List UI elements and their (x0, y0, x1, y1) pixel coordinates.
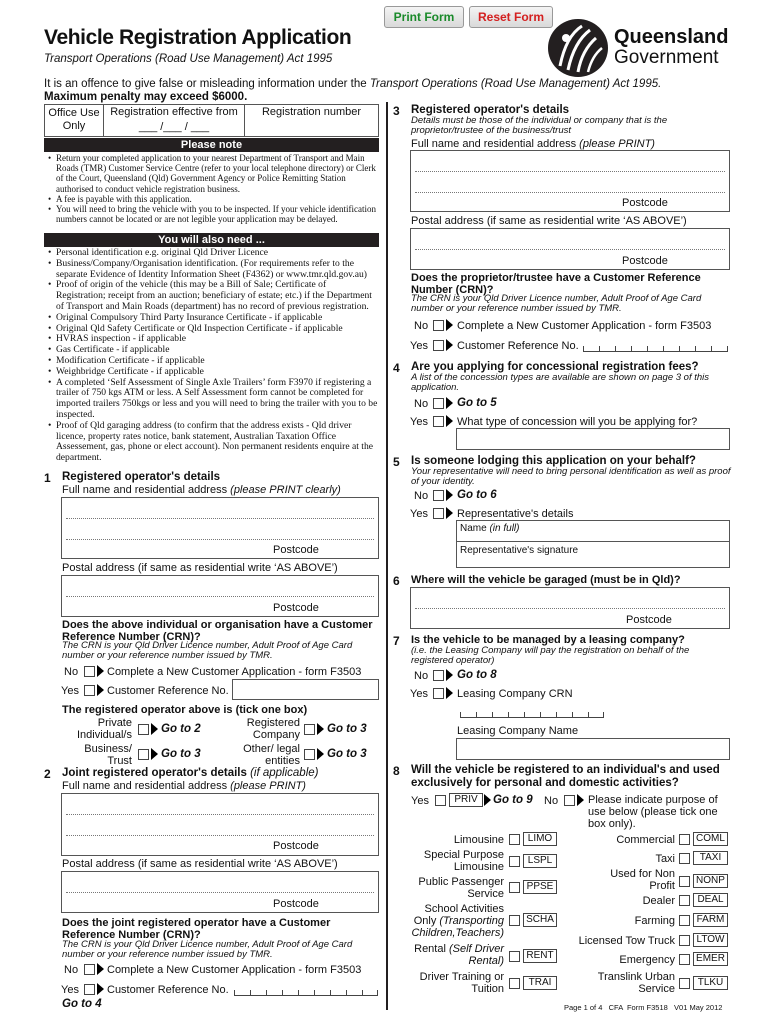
s1-name-label-text: Full name and residential address (62, 484, 228, 496)
s1-postcode2-label: Postcode (273, 602, 319, 614)
page-footer: Page 1 of 4 CFA Form F3518 V01 May 2012 (564, 1003, 723, 1012)
purpose-code-limo: LIMO (523, 832, 557, 846)
s3-name-address-field[interactable] (410, 150, 730, 212)
s1-business-label: Business/ Trust (84, 743, 132, 767)
s3-no-text: Complete a New Customer Application - form F3503 (457, 320, 712, 332)
scha-label-hint: (Transporting Children,Teachers) (411, 915, 504, 939)
s8-yes-checkbox[interactable] (435, 795, 446, 806)
arrow-right-icon (484, 794, 491, 806)
s3-name-label (411, 138, 655, 150)
s1-no-checkbox[interactable] (84, 666, 95, 677)
s7-no-label: No (414, 670, 429, 682)
s1-postal-label: Postal address (if same as residential write ‘AS ABOVE’) (62, 562, 338, 574)
purpose-label-deal: Dealer (642, 895, 675, 907)
offence-text: It is an offence to give false or misleading information under the (44, 78, 367, 90)
arrow-right-icon (317, 723, 324, 735)
s1-other-checkbox[interactable] (304, 749, 315, 760)
s2-yes-checkbox[interactable] (84, 984, 95, 995)
purpose-checkbox-farm[interactable] (679, 915, 690, 926)
note-item: • Return your completed application to your nearest Department of Transport and Main Roads (TMR) Customer Service Centre (refer to your local telephone directory) or Clerk of the Court, Queensland (Qld) Government Agency or Police Remitting Station authorised to conduct vehicle registration business. (46, 153, 378, 194)
arrow-right-icon (151, 723, 158, 735)
s1-postal-field[interactable] (61, 575, 379, 617)
purpose-checkbox-ppse[interactable] (509, 882, 520, 893)
s3-crn-hint: The CRN is your Qld Driver Licence number, Adult Proof of Age Card number or your reference number issued by TMR. (411, 293, 702, 314)
s1-business-checkbox[interactable] (138, 749, 149, 760)
s1-no-label: No (64, 666, 79, 678)
s8-yes-label: Yes (411, 795, 429, 807)
s1-private-checkbox[interactable] (138, 724, 149, 735)
s1-no-text: Complete a New Customer Application - form F3503 (107, 666, 362, 678)
penalty-text: Maximum penalty may exceed $6000. (44, 91, 248, 103)
section-7-number: 7 (393, 634, 400, 648)
s4-no-checkbox[interactable] (433, 398, 444, 409)
need-item: • Personal identification e.g. original Qld Driver Licence (46, 248, 378, 259)
office-use-label: Office Use Only (45, 105, 104, 136)
purpose-checkbox-trai[interactable] (509, 978, 520, 989)
purpose-code-deal: DEAL (693, 893, 728, 907)
s1-name-label (62, 484, 341, 496)
section-6-number: 6 (393, 574, 400, 588)
s5-name-label (460, 523, 519, 534)
s1-registered-label: Registered Company (246, 717, 300, 741)
purpose-label-tlku: Translink Urban Service (597, 971, 675, 995)
purpose-checkbox-coml[interactable] (679, 834, 690, 845)
s1-other-label: Other/ legal entities (243, 743, 300, 767)
s3-postcode-label: Postcode (622, 197, 668, 209)
s3-hint: Details must be those of the individual or company that is the proprietor/trustee of the business/trust (411, 115, 668, 136)
s3-name-label-text: Full name and residential address (411, 138, 577, 150)
s4-no-label: No (414, 398, 429, 410)
s7-crn-input[interactable] (460, 704, 604, 718)
arrow-right-icon (446, 687, 453, 699)
s7-name-label: Leasing Company Name (457, 725, 579, 737)
s5-goto6: Go to 6 (457, 489, 497, 501)
purpose-label-coml: Commercial (616, 834, 675, 846)
s7-company-name-input[interactable] (456, 738, 730, 760)
purpose-label-lspl: Special Purpose Limousine (423, 849, 504, 873)
arrow-right-icon (446, 489, 453, 501)
s1-goto3c: Go to 3 (327, 748, 367, 760)
s1-goto2: Go to 2 (161, 723, 201, 735)
purpose-code-coml: COML (693, 832, 728, 846)
s1-crn-input[interactable] (232, 679, 379, 700)
s5-signature-label: Representative's signature (460, 545, 579, 556)
section-8-number: 8 (393, 764, 400, 778)
s3-name-hint: (please PRINT) (579, 138, 655, 150)
purpose-label-trai: Driver Training or Tuition (419, 971, 504, 995)
s5-yes-checkbox[interactable] (433, 508, 444, 519)
s4-goto5: Go to 5 (457, 397, 497, 409)
section-8-title: Will the vehicle be registered to an individual's and used exclusively for personal and domestic activities? (411, 764, 720, 789)
s3-yes-checkbox[interactable] (433, 340, 444, 351)
s2-crn-hint: The CRN is your Qld Driver Licence number, Adult Proof of Age Card number or your reference number issued by TMR. (62, 939, 353, 960)
s2-no-checkbox[interactable] (84, 964, 95, 975)
column-divider (386, 102, 388, 1010)
need-item: • HVRAS inspection - if applicable (46, 334, 378, 345)
s2-title-hint: (if applicable) (250, 767, 319, 779)
purpose-checkbox-scha[interactable] (509, 915, 520, 926)
please-note-list (46, 153, 378, 224)
s1-tick-title: The registered operator above is (tick one box) (62, 704, 308, 716)
section-1-title: Registered operator's details (62, 471, 221, 483)
s5-name-hint: (in full) (489, 523, 520, 534)
s8-no-text: Please indicate purpose of use below (please tick one box only). (588, 794, 718, 830)
please-note-header: Please note (44, 138, 379, 152)
section-2-title (62, 767, 318, 779)
purpose-checkbox-lspl[interactable] (509, 856, 520, 867)
section-4-number: 4 (393, 361, 400, 375)
s4-concession-input[interactable] (456, 428, 730, 450)
arrow-right-icon (317, 748, 324, 760)
purpose-code-rent: RENT (523, 949, 557, 963)
purpose-checkbox-emer[interactable] (679, 954, 690, 965)
arrow-right-icon (446, 415, 453, 427)
gov-name-line2: Government (614, 47, 719, 68)
purpose-checkbox-tlku[interactable] (679, 978, 690, 989)
section-2-number: 2 (44, 767, 51, 781)
s4-hint: A list of the concession types are available are shown on page 3 of this application. (411, 372, 710, 393)
s5-hint: Your representative will need to bring personal identification as well as proof of your identity. (411, 466, 731, 487)
reset-form-button[interactable]: Reset Form (469, 6, 553, 28)
purpose-code-tlku: TLKU (693, 976, 728, 990)
need-item: • A completed ‘Self Assessment of Single Axle Trailers’ form F3970 if registering a trailer of 750 kgs ATM or less. A Self Assessment form cannot be completed for imported trailers 750kgs or less and you will need to bring the trailer with you to be inspected. (46, 378, 378, 421)
offence-warning (44, 78, 661, 90)
s5-no-label: No (414, 490, 429, 502)
s1-yes-text: Customer Reference No. (107, 685, 229, 697)
s2-name-hint: (please PRINT) (230, 780, 306, 792)
s1-yes-label: Yes (61, 685, 79, 697)
s2-yes-text: Customer Reference No. (107, 984, 229, 996)
purpose-checkbox-deal[interactable] (679, 895, 690, 906)
section-3-number: 3 (393, 104, 400, 118)
section-4-title: Are you applying for concessional registration fees? (411, 361, 699, 373)
arrow-right-icon (97, 983, 104, 995)
arrow-right-icon (151, 748, 158, 760)
s8-goto9: Go to 9 (493, 794, 533, 806)
need-item: • Weighbridge Certificate - if applicable (46, 367, 378, 378)
s2-no-text: Complete a New Customer Application - form F3503 (107, 964, 362, 976)
s1-goto3a: Go to 3 (327, 723, 367, 735)
gov-name-line1: Queensland (614, 26, 729, 48)
need-item: • Original Compulsory Third Party Insurance Certificate - if applicable (46, 313, 378, 324)
s8-priv-code: PRIV (449, 793, 483, 807)
s2-postcode2-label: Postcode (273, 898, 319, 910)
s5-name-text: Name (460, 523, 487, 534)
purpose-label-emer: Emergency (619, 954, 675, 966)
s4-yes-checkbox[interactable] (433, 416, 444, 427)
s2-crn-input[interactable] (234, 982, 378, 996)
queensland-crest-icon (546, 18, 610, 78)
purpose-code-lspl: LSPL (523, 854, 557, 868)
s6-garage-address-field[interactable] (410, 587, 730, 629)
purpose-code-ltow: LTOW (693, 933, 728, 947)
s3-postcode2-label: Postcode (622, 255, 668, 267)
purpose-label-limo: Limousine (453, 834, 504, 846)
arrow-right-icon (446, 669, 453, 681)
s8-no-label: No (544, 795, 559, 807)
s3-no-label: No (414, 320, 429, 332)
purpose-label-rent (404, 943, 504, 967)
purpose-label-nonp: Used for Non Profit (610, 868, 675, 892)
arrow-right-icon (97, 665, 104, 677)
section-3-title: Registered operator's details (411, 104, 570, 116)
purpose-label-farm: Farming (634, 915, 675, 927)
s2-postcode-label: Postcode (273, 840, 319, 852)
need-item: • Gas Certificate - if applicable (46, 345, 378, 356)
s7-hint: (i.e. the Leasing Company will pay the registration on behalf of the registered operator) (411, 645, 690, 666)
s2-crn-question: Does the joint registered operator have a Customer Reference Number (CRN)? (62, 917, 331, 941)
arrow-right-icon (446, 339, 453, 351)
section-7-title: Is the vehicle to be managed by a leasing company? (411, 634, 685, 646)
s1-private-label: Private Individual/s (76, 717, 132, 741)
need-item: • Proof of origin of the vehicle (this may be a Bill of Sale; Certificate of Registration; receipt from an auction; beneficiary of estate; etc.) if the Department of Transport and Main Roads (department) has no record of previous registration. (46, 280, 378, 312)
reg-effective-label: Registration effective from (110, 106, 238, 118)
s3-crn-input[interactable] (583, 338, 728, 352)
s3-no-checkbox[interactable] (433, 320, 444, 331)
purpose-label-ltow: Licensed Tow Truck (578, 935, 675, 947)
act-subtitle: Transport Operations (Road Use Management) Act 1995 (44, 53, 333, 65)
arrow-right-icon (577, 794, 584, 806)
purpose-checkbox-rent[interactable] (509, 951, 520, 962)
s1-registered-checkbox[interactable] (304, 724, 315, 735)
s2-postal-field[interactable] (61, 871, 379, 913)
scha-label-text: School Activities Only (413, 903, 504, 927)
s1-crn-hint: The CRN is your Qld Driver Licence number, Adult Proof of Age Card number or your reference number issued by TMR. (62, 640, 353, 661)
s2-name-address-field[interactable] (61, 793, 379, 856)
s4-yes-text: What type of concession will you be applying for? (457, 416, 698, 428)
s1-yes-checkbox[interactable] (84, 685, 95, 696)
purpose-checkbox-taxi[interactable] (679, 853, 690, 864)
s5-no-checkbox[interactable] (433, 490, 444, 501)
s3-yes-label: Yes (410, 340, 428, 352)
s1-crn-question: Does the above individual or organisation have a Customer Reference Number (CRN)? (62, 619, 373, 643)
purpose-label-ppse: Public Passenger Service (418, 876, 504, 900)
rent-label-text: Rental (414, 943, 446, 955)
reg-effective-date[interactable]: ___ /___ / ___ (138, 121, 210, 133)
s5-yes-text: Representative's details (457, 508, 574, 520)
s7-goto8: Go to 8 (457, 669, 497, 681)
s2-title-text: Joint registered operator's details (62, 767, 247, 779)
need-item: • Business/Company/Organisation identification. (For requirements refer to the separate Evidence of Identity Information Sheet (F4362) or www.tmr.qld.gov.au) (46, 259, 378, 281)
also-need-header: You will also need ... (44, 233, 379, 247)
rent-label-hint: (Self Driver Rental) (448, 943, 504, 967)
purpose-code-emer: EMER (693, 952, 728, 966)
s3-postal-label: Postal address (if same as residential write ‘AS ABOVE’) (411, 215, 687, 227)
s3-postal-field[interactable] (410, 228, 730, 270)
offence-act: Transport Operations (Road Use Management) Act 1995. (369, 78, 662, 90)
s2-postal-label: Postal address (if same as residential write ‘AS ABOVE’) (62, 858, 338, 870)
s3-yes-text: Customer Reference No. (457, 340, 579, 352)
section-6-title: Where will the vehicle be garaged (must be in Qld)? (411, 574, 681, 586)
print-form-button[interactable]: Print Form (384, 6, 464, 28)
s2-name-label (62, 780, 306, 792)
s4-yes-label: Yes (410, 416, 428, 428)
purpose-checkbox-limo[interactable] (509, 834, 520, 845)
s1-goto3b: Go to 3 (161, 748, 201, 760)
purpose-checkbox-ltow[interactable] (679, 935, 690, 946)
s2-no-label: No (64, 964, 79, 976)
s5-representative-box[interactable] (456, 520, 730, 568)
purpose-code-ppse: PPSE (523, 880, 557, 894)
purpose-label-scha (404, 903, 504, 939)
arrow-right-icon (97, 684, 104, 696)
purpose-code-scha: SCHA (523, 913, 557, 927)
arrow-right-icon (446, 507, 453, 519)
s7-crn-label: Leasing Company CRN (457, 688, 573, 700)
s2-goto4: Go to 4 (62, 998, 102, 1010)
arrow-right-icon (446, 319, 453, 331)
s7-yes-checkbox[interactable] (433, 688, 444, 699)
arrow-right-icon (446, 397, 453, 409)
note-item: • A fee is payable with this application. (46, 194, 378, 204)
s7-yes-label: Yes (410, 688, 428, 700)
s1-name-hint: (please PRINT clearly) (230, 484, 341, 496)
s2-name-label-text: Full name and residential address (62, 780, 228, 792)
s8-no-checkbox[interactable] (564, 795, 575, 806)
s6-postcode-label: Postcode (626, 614, 672, 626)
arrow-right-icon (97, 963, 104, 975)
need-item: • Modification Certificate - if applicable (46, 356, 378, 367)
purpose-code-nonp: NONP (693, 874, 728, 888)
s1-name-address-field[interactable] (61, 497, 379, 559)
also-need-list (46, 248, 378, 464)
purpose-code-farm: FARM (693, 913, 728, 927)
s7-no-checkbox[interactable] (433, 670, 444, 681)
purpose-code-trai: TRAI (523, 976, 557, 990)
s3-crn-question: Does the proprietor/trustee have a Customer Reference Number (CRN)? (411, 272, 701, 296)
form-title: Vehicle Registration Application (44, 26, 352, 49)
purpose-checkbox-nonp[interactable] (679, 876, 690, 887)
section-5-title: Is someone lodging this application on your behalf? (411, 455, 696, 467)
office-use-box (44, 104, 379, 137)
purpose-label-taxi: Taxi (655, 853, 675, 865)
note-item: • You will need to bring the vehicle with you to be inspected. If your vehicle identification numbers cannot be located or are not legible your application may be delayed. (46, 204, 378, 224)
s5-yes-label: Yes (410, 508, 428, 520)
s1-postcode-label: Postcode (273, 544, 319, 556)
section-5-number: 5 (393, 455, 400, 469)
s2-yes-label: Yes (61, 984, 79, 996)
need-item: • Proof of Qld garaging address (to confirm that the address exists - Qld driver licence, property rates notice, bank statement, Australian Taxation Office Assessement, gas, phone or elect account). Non permanent residents enquire at the department. (46, 421, 378, 464)
reg-number-label: Registration number (261, 106, 362, 118)
need-item: • Original Qld Safety Certificate or Qld Inspection Certificate - if applicable (46, 324, 378, 335)
purpose-code-taxi: TAXI (693, 851, 728, 865)
section-1-number: 1 (44, 471, 51, 485)
